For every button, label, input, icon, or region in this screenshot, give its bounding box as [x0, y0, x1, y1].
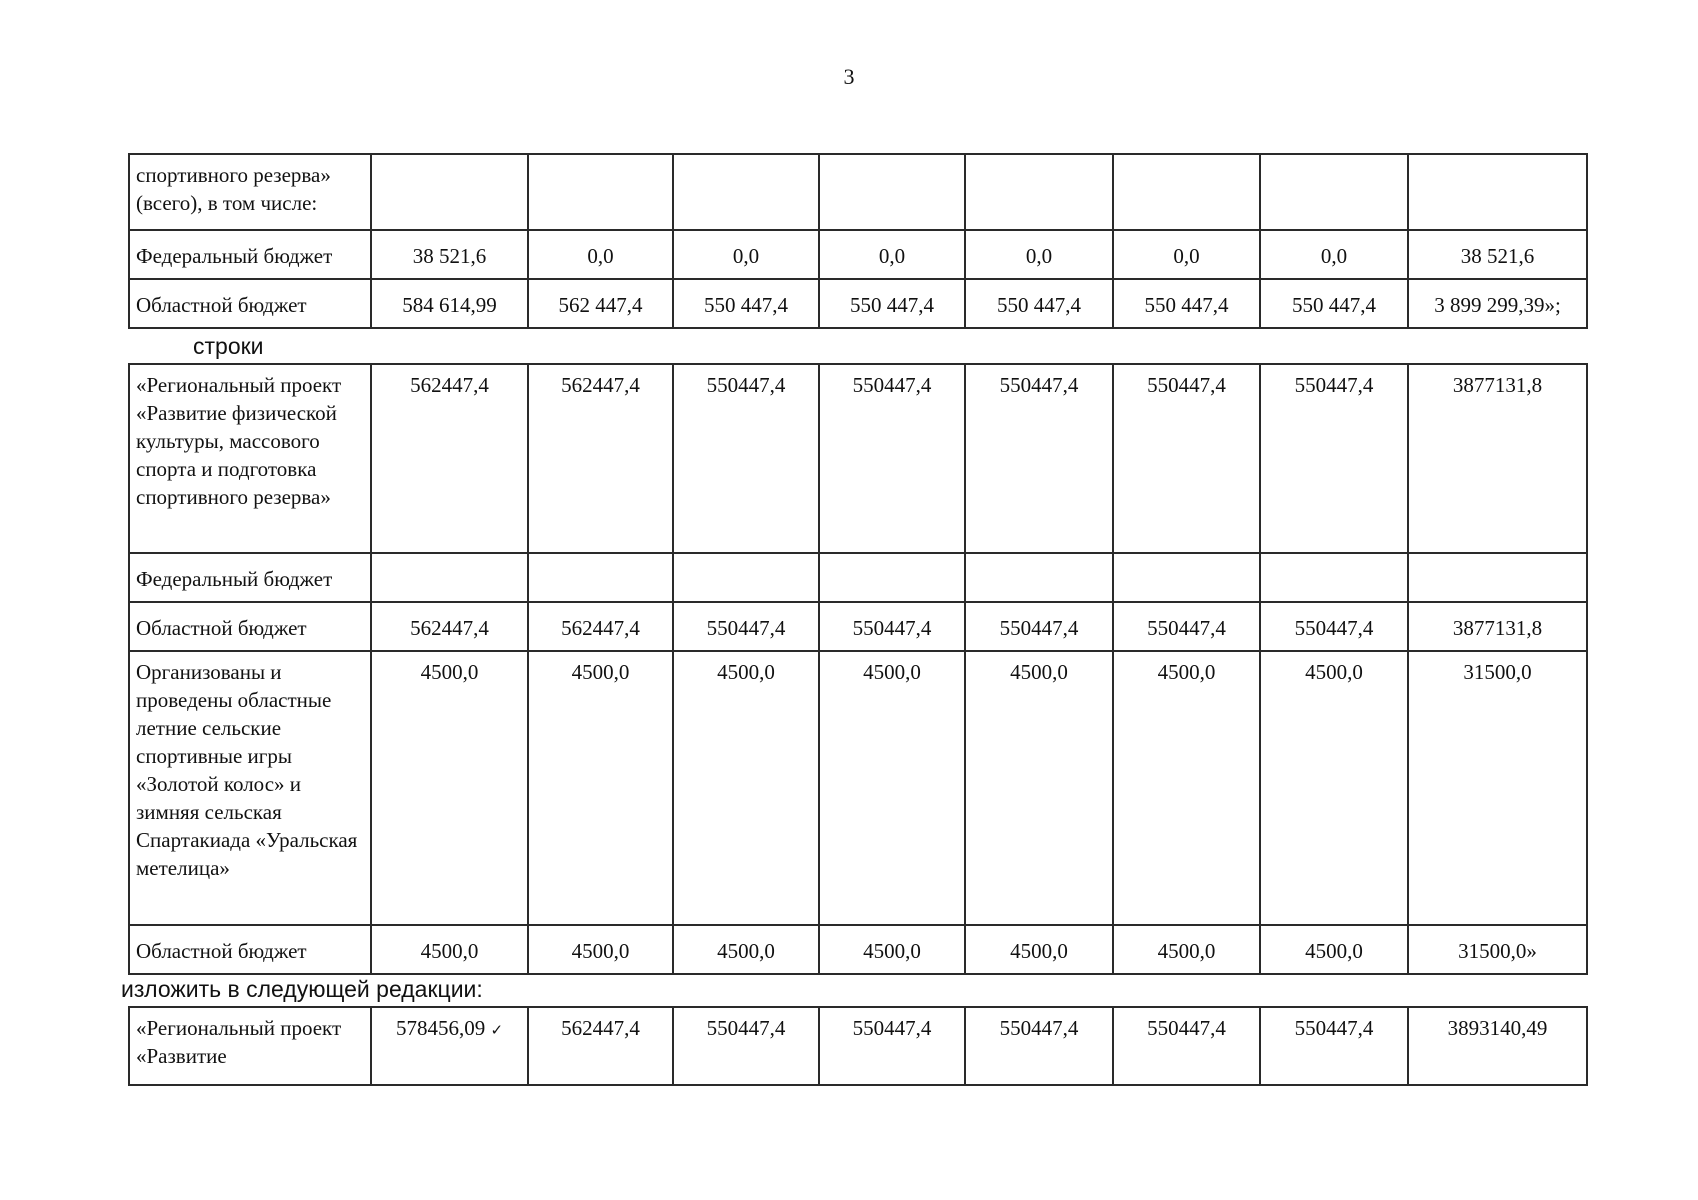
table-row	[129, 925, 1587, 974]
row-label: «Региональный проект «Развитие физической культуры, массового спорта и подготовка спортивного резерва»	[129, 364, 371, 553]
cell-value: 4500,0	[965, 651, 1113, 925]
cell-value: 562447,4	[528, 602, 673, 651]
cell-value: 0,0	[528, 230, 673, 279]
cell-value: 0,0	[1260, 230, 1408, 279]
row-label: «Региональный проект «Развитие	[129, 1007, 371, 1085]
table-row	[129, 602, 1587, 651]
cell-value: 3877131,8	[1408, 602, 1587, 651]
cell-value: 38 521,6	[1408, 230, 1587, 279]
cell-value: 550447,4	[673, 1007, 819, 1085]
cell-value	[1260, 154, 1408, 230]
cell-value: 4500,0	[965, 925, 1113, 974]
cell-value: 0,0	[1113, 230, 1260, 279]
cell-value: 562447,4	[528, 364, 673, 553]
cell-value: 562447,4	[371, 602, 528, 651]
cell-value: 550447,4	[819, 602, 965, 651]
cell-value: 562447,4	[528, 1007, 673, 1085]
cell-value: 4500,0	[1113, 651, 1260, 925]
table-row	[129, 154, 1587, 230]
caption-new-edition: изложить в следующей редакции:	[121, 976, 483, 1002]
cell-value	[371, 154, 528, 230]
cell-value	[1408, 154, 1587, 230]
table-row	[129, 1007, 1587, 1085]
cell-value: 4500,0	[819, 925, 965, 974]
table-row	[129, 364, 1587, 553]
cell-value	[1408, 553, 1587, 602]
cell-value: 550447,4	[965, 602, 1113, 651]
caption-rows: строки	[193, 333, 264, 359]
cell-value: 550 447,4	[673, 279, 819, 328]
budget-table-new	[128, 1006, 1588, 1086]
cell-value: 550447,4	[673, 364, 819, 553]
cell-value: 4500,0	[673, 651, 819, 925]
table-row	[129, 553, 1587, 602]
cell-value: 550447,4	[819, 364, 965, 553]
table-row	[129, 279, 1587, 328]
row-label: Федеральный бюджет	[129, 230, 371, 279]
cell-value	[965, 553, 1113, 602]
cell-value: 3893140,49	[1408, 1007, 1587, 1085]
cell-value: 550447,4	[1113, 1007, 1260, 1085]
cell-value: 31500,0»	[1408, 925, 1587, 974]
cell-value	[965, 154, 1113, 230]
row-label: Организованы и проведены областные летние сельские спортивные игры «Золотой колос» и зимняя сельская Спартакиада «Уральская метелица»	[129, 651, 371, 925]
cell-value	[1113, 553, 1260, 602]
cell-value: 550447,4	[965, 364, 1113, 553]
cell-value: 550447,4	[1113, 602, 1260, 651]
cell-value: 550447,4	[673, 602, 819, 651]
cell-value	[819, 154, 965, 230]
cell-value: 550 447,4	[819, 279, 965, 328]
cell-value: 3877131,8	[1408, 364, 1587, 553]
cell-value	[528, 154, 673, 230]
cell-value: 578456,09	[395, 1016, 486, 1040]
cell-value: 550 447,4	[1113, 279, 1260, 328]
cell-value: 550447,4	[1113, 364, 1260, 553]
row-label: Областной бюджет	[129, 925, 371, 974]
table-row	[129, 651, 1587, 925]
cell-value: 0,0	[819, 230, 965, 279]
budget-table-top	[128, 153, 1588, 329]
row-label: спортивного резерва» (всего), в том числе:	[129, 154, 371, 230]
cell-value: 550447,4	[965, 1007, 1113, 1085]
row-label: Областной бюджет	[129, 279, 371, 328]
cell-value: 550447,4	[1260, 602, 1408, 651]
cell-value: 4500,0	[1260, 925, 1408, 974]
cell-value: 562 447,4	[528, 279, 673, 328]
cell-value: 0,0	[673, 230, 819, 279]
cell-value	[1113, 154, 1260, 230]
table-row	[129, 230, 1587, 279]
row-label: Федеральный бюджет	[129, 553, 371, 602]
cell-value: 550447,4	[1260, 1007, 1408, 1085]
cell-value: 550447,4	[819, 1007, 965, 1085]
page-number: 3	[843, 64, 855, 89]
cell-value: 550 447,4	[1260, 279, 1408, 328]
cell-value: 3 899 299,39»;	[1408, 279, 1587, 328]
cell-value	[528, 553, 673, 602]
check-mark-icon: ✓	[490, 1023, 504, 1039]
cell-value: 4500,0	[371, 651, 528, 925]
cell-value: 4500,0	[1113, 925, 1260, 974]
cell-value: 31500,0	[1408, 651, 1587, 925]
cell-value: 4500,0	[819, 651, 965, 925]
cell-value: 4500,0	[371, 925, 528, 974]
cell-value	[371, 553, 528, 602]
row-label: Областной бюджет	[129, 602, 371, 651]
cell-value: 4500,0	[528, 925, 673, 974]
cell-value: 584 614,99	[371, 279, 528, 328]
cell-value: 4500,0	[673, 925, 819, 974]
cell-value: 4500,0	[1260, 651, 1408, 925]
cell-value: 562447,4	[371, 364, 528, 553]
cell-value	[1260, 553, 1408, 602]
cell-value: 4500,0	[528, 651, 673, 925]
cell-value: 0,0	[965, 230, 1113, 279]
cell-value: 38 521,6	[371, 230, 528, 279]
cell-value: 550447,4	[1260, 364, 1408, 553]
cell-value-with-mark	[371, 1007, 528, 1085]
cell-value	[819, 553, 965, 602]
cell-value	[673, 553, 819, 602]
cell-value	[673, 154, 819, 230]
cell-value: 550 447,4	[965, 279, 1113, 328]
budget-table-old	[128, 363, 1588, 975]
